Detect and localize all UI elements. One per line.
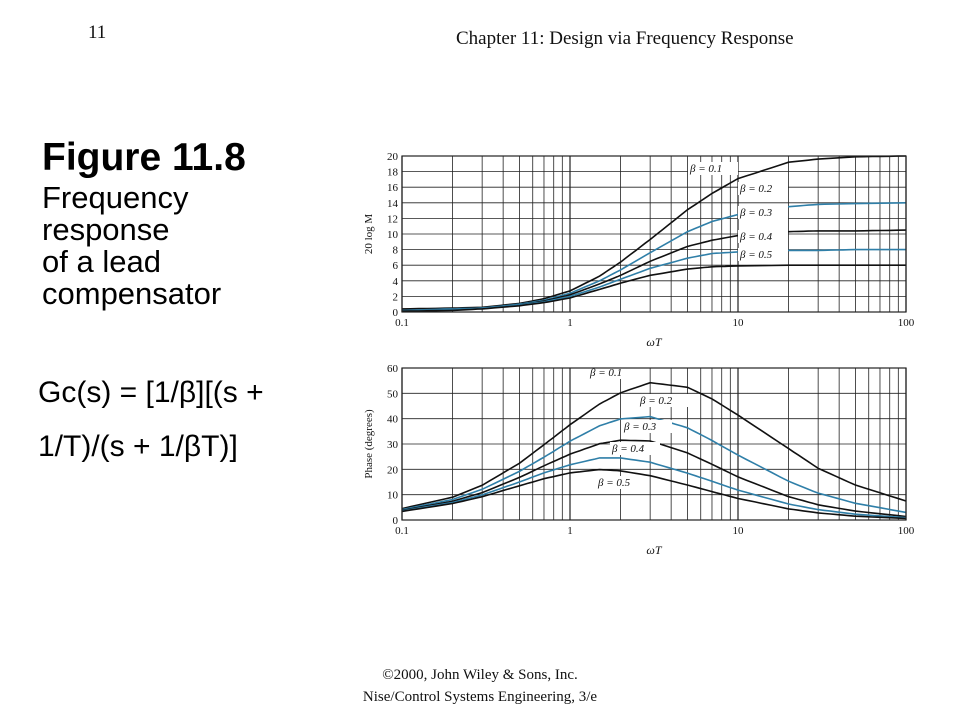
y-axis-label: Phase (degrees): [363, 409, 375, 479]
x-tick-label: 1: [567, 525, 573, 537]
caption-line: response: [42, 212, 170, 247]
y-tick-label: 0: [392, 515, 398, 527]
series-line: [402, 156, 906, 309]
y-tick-label: 40: [387, 413, 398, 426]
series-label: β = 0.2: [740, 183, 773, 195]
y-tick-label: 16: [387, 182, 398, 195]
series-line: [402, 265, 906, 311]
x-tick-label: 10: [732, 525, 744, 537]
figure-caption-block: [42, 136, 342, 310]
x-axis-label: ωT: [646, 335, 662, 349]
frequency-response-charts: [350, 140, 930, 560]
series-label: β = 0.4: [740, 231, 773, 243]
series-label: β = 0.5: [598, 477, 631, 489]
footer-book: Nise/Control Systems Engineering, 3/e: [362, 689, 598, 705]
page-number: 11: [88, 22, 107, 43]
footer-copyright: ©2000, John Wiley & Sons, Inc.: [382, 667, 578, 683]
y-tick-label: 14: [387, 197, 398, 210]
x-tick-label: 0.1: [395, 525, 409, 537]
caption-line: compensator: [42, 276, 222, 311]
x-tick-label: 100: [897, 317, 915, 329]
y-tick-label: 0: [392, 307, 398, 319]
series-label: β = 0.4: [612, 443, 645, 455]
formula-line: 1/T)/(s + 1/βT)]: [38, 430, 238, 463]
x-tick-label: 10: [732, 317, 744, 329]
series-label: β = 0.3: [740, 207, 773, 219]
x-tick-label: 1: [567, 317, 573, 329]
y-tick-label: 2: [392, 291, 398, 304]
y-tick-label: 60: [387, 363, 398, 375]
series-line: [402, 203, 906, 311]
figure-label: Figure 11.8: [42, 136, 246, 179]
x-axis-label: ωT: [646, 543, 662, 557]
series-label: β = 0.1: [590, 367, 623, 379]
y-tick-label: 30: [387, 439, 398, 451]
y-tick-label: 10: [387, 229, 398, 241]
y-tick-label: 20: [387, 151, 398, 163]
series-line: [402, 250, 906, 311]
y-tick-label: 10: [387, 489, 398, 502]
series-line: [402, 230, 906, 310]
chapter-title: Chapter 11: Design via Frequency Response: [456, 28, 794, 49]
y-tick-label: 8: [392, 244, 398, 257]
x-tick-label: 0.1: [395, 317, 409, 329]
series-label: β = 0.5: [740, 249, 773, 261]
formula-line: Gc(s) = [1/β][(s +: [38, 376, 264, 409]
x-tick-label: 100: [897, 525, 915, 537]
y-axis-label: 20 log M: [363, 213, 375, 255]
transfer-function-formula: [38, 366, 338, 474]
y-tick-label: 50: [387, 388, 398, 401]
series-label: β = 0.2: [640, 395, 673, 407]
caption-line: of a lead: [42, 244, 161, 279]
y-tick-label: 18: [387, 166, 398, 179]
y-tick-label: 20: [387, 464, 398, 477]
series-label: β = 0.3: [624, 421, 657, 433]
y-tick-label: 12: [387, 213, 398, 226]
figure-caption: [42, 182, 342, 310]
y-tick-label: 4: [392, 275, 398, 288]
y-tick-label: 6: [392, 260, 398, 273]
caption-line: Frequency: [42, 180, 189, 215]
footer: [0, 664, 960, 708]
series-label: β = 0.1: [690, 163, 723, 175]
